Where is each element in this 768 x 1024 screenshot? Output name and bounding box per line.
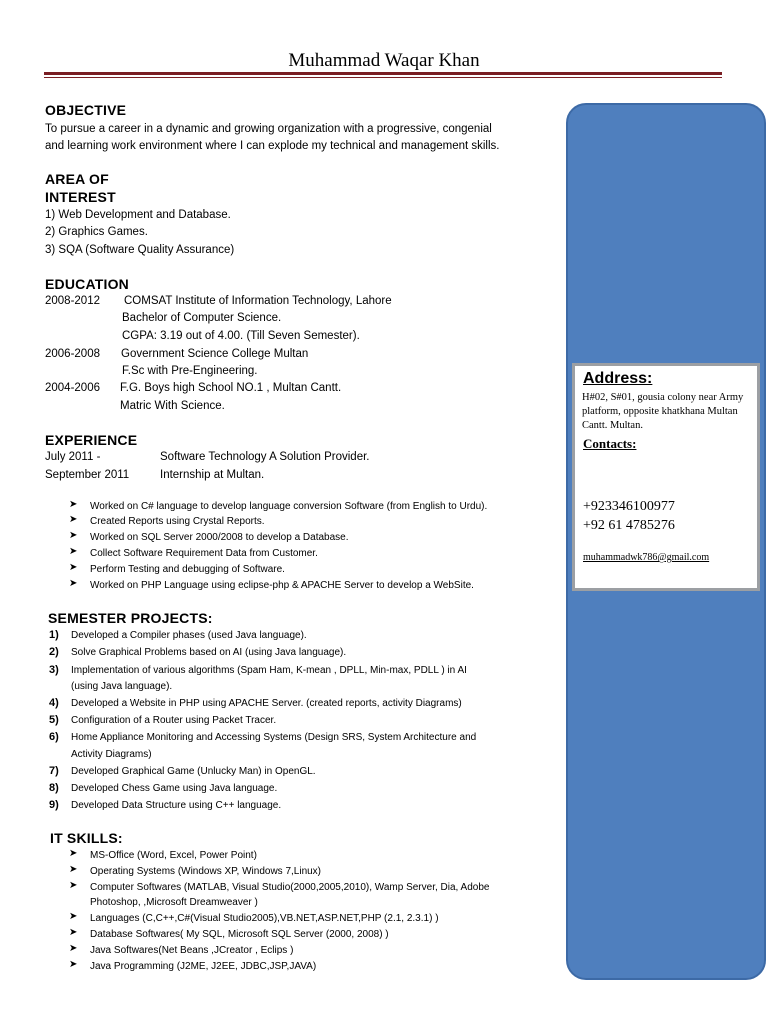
project-number: 6) (49, 731, 59, 743)
arrow-bullet-icon: ➤ (69, 927, 78, 938)
project-item: Developed Graphical Game (Unlucky Man) in OpenGL. (71, 766, 316, 777)
project-number: 7) (49, 765, 59, 777)
arrow-bullet-icon: ➤ (69, 578, 78, 589)
address-text: H#02, S#01, gousia colony near Army platform, opposite khatkhana Multan Cantt. Multan. (582, 392, 744, 431)
project-item: Developed Data Structure using C++ language. (71, 800, 282, 811)
project-item-cont: Activity Diagrams) (71, 749, 152, 760)
address-box (572, 363, 760, 591)
project-number: 4) (49, 697, 59, 709)
project-number: 3) (49, 664, 59, 676)
skills-heading: IT SKILLS: (50, 830, 123, 846)
arrow-bullet-icon: ➤ (69, 499, 78, 510)
education-text: Bachelor of Computer Science. (122, 312, 282, 324)
arrow-bullet-icon: ➤ (69, 546, 78, 557)
objective-line: and learning work environment where I can explode my technical and management skills. (45, 140, 500, 152)
experience-role: Internship at Multan. (160, 469, 265, 481)
experience-heading: EXPERIENCE (45, 432, 138, 448)
interest-item: 1) Web Development and Database. (45, 209, 231, 221)
education-heading: EDUCATION (45, 276, 129, 292)
experience-bullet: Worked on C# language to develop language conversion Software (from English to Urdu). (90, 501, 488, 512)
interest-heading: AREA OF (45, 171, 109, 187)
project-number: 5) (49, 714, 59, 726)
education-text: Matric With Science. (120, 400, 225, 412)
project-item: Developed a Compiler phases (used Java language). (71, 630, 307, 641)
arrow-bullet-icon: ➤ (69, 943, 78, 954)
projects-heading: SEMESTER PROJECTS: (48, 610, 213, 626)
skill-item: MS-Office (Word, Excel, Power Point) (90, 850, 257, 861)
experience-bullet: Worked on PHP Language using eclipse-php & APACHE Server to develop a WebSite. (90, 580, 474, 591)
header-rule-thin (44, 77, 722, 78)
objective-line: To pursue a career in a dynamic and growing organization with a progressive, congenial (45, 123, 492, 135)
skill-item: Computer Softwares (MATLAB, Visual Studio(2000,2005,2010), Wamp Server, Dia, Adobe (90, 882, 490, 893)
project-number: 2) (49, 646, 59, 658)
project-item: Developed a Website in PHP using APACHE Server. (created reports, activity Diagrams) (71, 698, 462, 709)
experience-bullet: Worked on SQL Server 2000/2008 to develop a Database. (90, 532, 349, 543)
phone-landline: +92 61 4785276 (583, 518, 675, 533)
address-heading: Address: (583, 370, 653, 387)
experience-bullet: Created Reports using Crystal Reports. (90, 516, 265, 527)
interest-heading-2: INTEREST (45, 189, 116, 205)
experience-period: September 2011 (45, 469, 130, 481)
education-years: 2008-2012 (45, 295, 100, 307)
objective-heading: OBJECTIVE (45, 102, 127, 118)
project-item: Implementation of various algorithms (Spam Ham, K-mean , DPLL, Min-max, PDLL ) in AI (71, 665, 467, 676)
skill-item: Languages (C,C++,C#(Visual Studio2005),VB.NET,ASP.NET,PHP (2.1, 2.3.1) ) (90, 913, 439, 924)
experience-company: Software Technology A Solution Provider. (160, 451, 370, 463)
arrow-bullet-icon: ➤ (69, 514, 78, 525)
education-years: 2006-2008 (45, 348, 100, 360)
education-years: 2004-2006 (45, 382, 100, 394)
experience-bullet: Collect Software Requirement Data from Customer. (90, 548, 318, 559)
project-number: 9) (49, 799, 59, 811)
skill-item: Operating Systems (Windows XP, Windows 7,Linux) (90, 866, 322, 877)
phone-mobile: +923346100977 (583, 499, 675, 514)
arrow-bullet-icon: ➤ (69, 864, 78, 875)
education-text: Government Science College Multan (121, 348, 309, 360)
skill-item: Java Softwares(Net Beans ,JCreator , Eclips ) (90, 945, 294, 956)
arrow-bullet-icon: ➤ (69, 959, 78, 970)
arrow-bullet-icon: ➤ (69, 562, 78, 573)
experience-bullet: Perform Testing and debugging of Software. (90, 564, 285, 575)
project-item: Configuration of a Router using Packet Tracer. (71, 715, 277, 726)
arrow-bullet-icon: ➤ (69, 880, 78, 891)
arrow-bullet-icon: ➤ (69, 911, 78, 922)
email-link[interactable]: muhammadwk786@gmail.com (583, 552, 710, 563)
project-number: 1) (49, 629, 59, 641)
project-item-cont: (using Java language). (71, 681, 173, 692)
arrow-bullet-icon: ➤ (69, 530, 78, 541)
header-rule (44, 72, 722, 75)
education-text: CGPA: 3.19 out of 4.00. (Till Seven Semester). (122, 330, 360, 342)
education-text: COMSAT Institute of Information Technology, Lahore (124, 295, 392, 307)
arrow-bullet-icon: ➤ (69, 848, 78, 859)
interest-item: 2) Graphics Games. (45, 226, 148, 238)
skill-item-cont: Photoshop, ,Microsoft Dreamweaver ) (90, 897, 258, 908)
education-text: F.G. Boys high School NO.1 , Multan Cantt. (120, 382, 342, 394)
resume-name: Muhammad Waqar Khan (288, 50, 480, 71)
project-number: 8) (49, 782, 59, 794)
skill-item: Java Programming (J2ME, J2EE, JDBC,JSP,JAVA) (90, 961, 317, 972)
project-item: Home Appliance Monitoring and Accessing Systems (Design SRS, System Architecture and (71, 732, 477, 743)
skill-item: Database Softwares( My SQL, Microsoft SQL Server (2000, 2008) ) (90, 929, 389, 940)
education-text: F.Sc with Pre-Engineering. (122, 365, 258, 377)
project-item: Developed Chess Game using Java language. (71, 783, 278, 794)
contacts-heading: Contacts: (583, 436, 637, 451)
experience-period: July 2011 - (45, 451, 101, 463)
interest-item: 3) SQA (Software Quality Assurance) (45, 244, 235, 256)
project-item: Solve Graphical Problems based on AI (using Java language). (71, 647, 347, 658)
